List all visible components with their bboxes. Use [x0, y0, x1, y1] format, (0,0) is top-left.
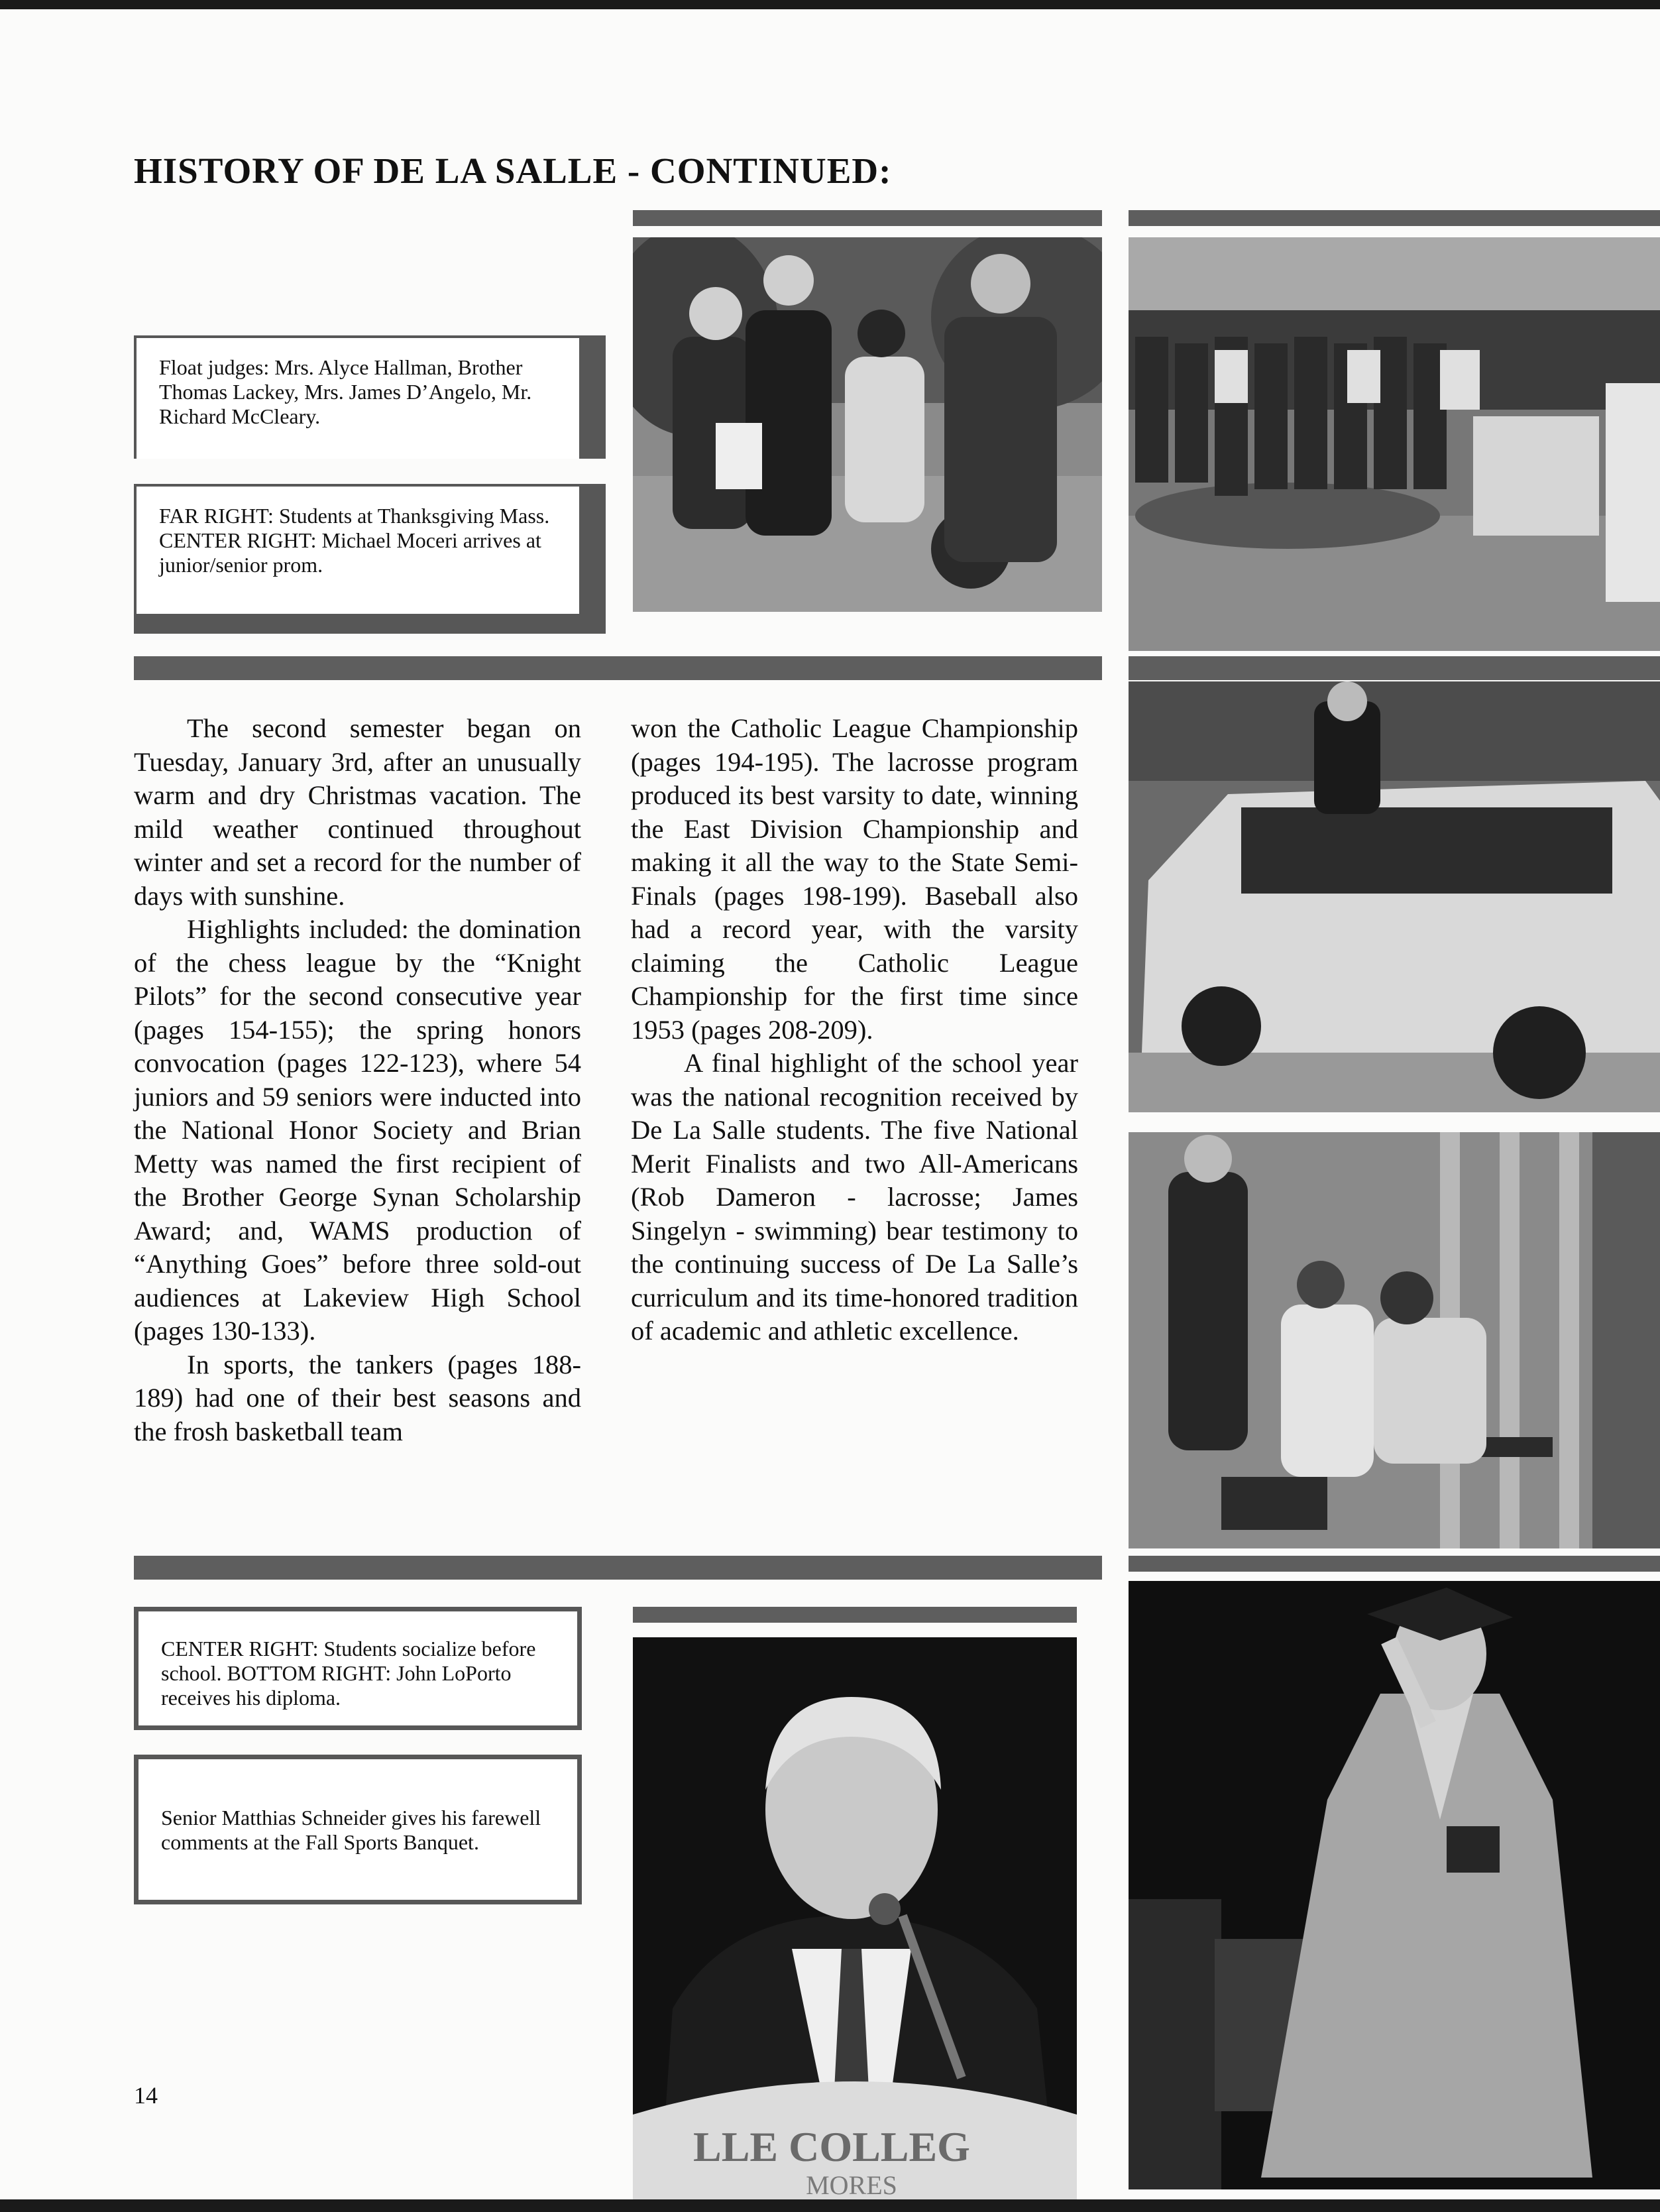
photo-matthias-schneider-speech [633, 1637, 1077, 2199]
article-paragraph: The second semester began on Tuesday, January 3rd, after an unusually warm and dry Christmas vacation. The mild weather continued throughout winter and set a record for the number of days with sunshine. [134, 713, 581, 911]
article-left-column [134, 712, 581, 1448]
photo-john-loporto-diploma [1129, 1581, 1660, 2189]
caption-box-schneider [134, 1755, 582, 1904]
article-paragraph: A final highlight of the school year was the national recognition received by De La Salle students. The five National Merit Finalists and two All-Americans (Rob Dameron - lacrosse; James Singelyn - swimming) bear testimony to the continuing success of De La Salle’s curriculum and its time-honored tradition of academic and athletic excellence. [631, 1048, 1078, 1346]
article-paragraph: Highlights included: the domination of the chess league by the “Knight Pilots” for the second consecutive year (pages 154-155); the spring honors convocation (pages 122-123), where 54 juniors and 59 seniors were inducted into the National Honor Society and Brian Metty was named the first recipient of the Brother George Synan Scholarship Award; and, WAMS production of “Anything Goes” before three sold-out audiences at Lakeview High School (pages 130-133). [134, 914, 581, 1346]
caption-box-mass-prom [134, 484, 606, 634]
divider-bar [1129, 210, 1660, 226]
top-border [0, 0, 1660, 9]
podium-lettering: LLE COLLEG [693, 2123, 970, 2170]
article-right-column [631, 712, 1078, 1348]
divider-bar [134, 1556, 1102, 1580]
divider-bar [1129, 656, 1660, 680]
divider-bar [633, 1607, 1077, 1623]
article-paragraph: In sports, the tankers (pages 188-189) had one of their best seasons and the frosh basketball team [134, 1349, 581, 1446]
photo-students-socialize [1129, 1132, 1660, 1548]
article-paragraph: won the Catholic League Championship (pages 194-195). The lacrosse program produced its best varsity to date, winning the East Division Championship and making it all the way to the State Semi-Finals (pages 198-199). Baseball also had a record year, with the varsity claiming the Catholic League Championship for the first time since 1953 (pages 208-209). [631, 713, 1078, 1045]
caption-box-socialize-diploma [134, 1607, 582, 1730]
divider-bar [134, 656, 1102, 680]
divider-bar [633, 210, 1102, 226]
caption-box-float-judges [134, 335, 606, 459]
caption-float-judges: Float judges: Mrs. Alyce Hallman, Brother Thomas Lackey, Mrs. James D’Angelo, Mr. Richard McCleary. [137, 338, 579, 459]
caption-socialize-diploma: CENTER RIGHT: Students socialize before school. BOTTOM RIGHT: John LoPorto receives his diploma. [138, 1611, 577, 1725]
page-number: 14 [134, 2082, 158, 2109]
bottom-border [0, 2199, 1660, 2212]
caption-schneider: Senior Matthias Schneider gives his farewell comments at the Fall Sports Banquet. [138, 1759, 577, 1900]
photo-prom-limousine [1129, 681, 1660, 1112]
podium-lettering-small: MORES [806, 2170, 897, 2199]
photo-thanksgiving-mass [1129, 237, 1660, 651]
divider-bar [1129, 1556, 1660, 1572]
photo-float-judges [633, 237, 1102, 612]
page-title: HISTORY OF DE LA SALLE - CONTINUED: [134, 150, 892, 191]
caption-mass-prom: FAR RIGHT: Students at Thanksgiving Mass. CENTER RIGHT: Michael Moceri arrives at junior/senior prom. [137, 487, 579, 614]
